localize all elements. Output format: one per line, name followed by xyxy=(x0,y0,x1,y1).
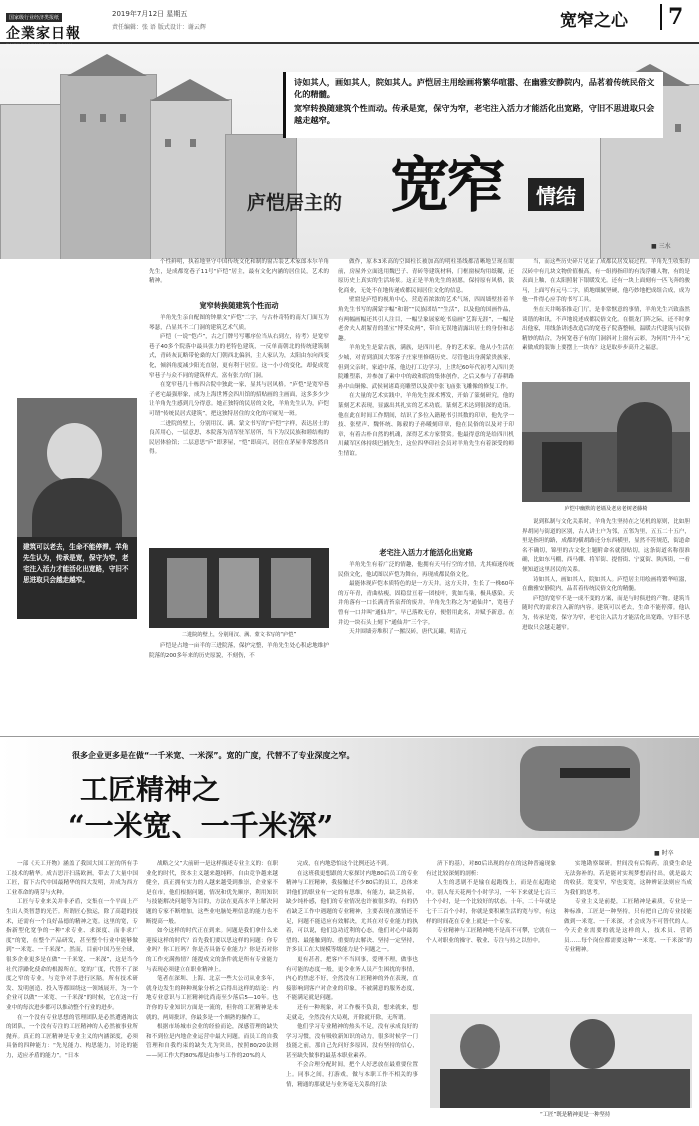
subheading: 老宅注入活力才能活化出宽路 xyxy=(379,548,473,557)
calligraphy-panel xyxy=(271,558,311,618)
byline: ■ 三水 xyxy=(651,243,671,250)
paragraph: 实地勘察课研。世间没有后悔药，浪费生命是无法弥补的。若是能对实现梦想而付出，就是最大的收获。宽变窄，窄也变宽，这种辨证法则应当成为我们的思考。 xyxy=(564,861,692,896)
courtyard-photo xyxy=(522,382,690,502)
hands-illustration xyxy=(520,746,640,831)
paragraph: 在大量的艺术实践中，羊角先生探术博发，开始了篆刻研究，他的篆刻艺术表现，显露出其扎实的艺术功底。篆刻艺术达到很深的造诣。他在此在时间工作期间，结识了多位入籍秘书引其数的印章，他先学一技、张壁声、魏怀统、陈毅的子孙曦刻印章，他在民俗的以及对于印章，有着古朴自然的机魂，深得艺术方家赞赏。他最得意的是给四川机川藏军区体持续巴捕先生，这位四华印社会员对羊角先生有着深受的师生情谊。 xyxy=(338,393,514,457)
illustration-window xyxy=(80,114,86,122)
craftsman-body xyxy=(550,1069,690,1108)
article-column xyxy=(426,860,556,1010)
story2-banner xyxy=(0,738,699,838)
paragraph: 笔者在深圳、上海、北京一些大公司从业多年，就身边发生的种种现象分析之后得出这样的结论：内地专业意识与工匠精神比尚南至少落后5—10年。也许你的专业知识方面是一流的，但你的工匠精神是未就的，两周批评，你最多是一个颇熟的操作工。 xyxy=(146,976,278,1021)
section-title: 宽窄之心 xyxy=(560,11,628,31)
illustration-window xyxy=(100,114,106,122)
paragraph: 人生的悲剧不是输在起跑线上，而是在起跑途中。别人每天花两个小时学习，一年下来就是七百三十个小时，是一个比较好的状态。十年，二十年就是七千三百个小时，你就是要积累生活的宽与窄，有这样的时间花在专业上就是一个专家。 xyxy=(426,880,556,925)
story2-headline-line1: 工匠精神之 xyxy=(80,773,221,806)
paragraph: 二进院的壁上，分别用汉、满、蒙文书写的“庐恺”字样，表达居士的良苦用心，一层意思，本院落为清军驻军居所，当下为汉民族和睦结构的民居体验馆；二层意思“庐”即茅屋，“恺”即高兴，居住在茅屋非常悠然自得。 xyxy=(149,420,329,456)
illustration-building xyxy=(150,99,232,259)
courtyard-tree xyxy=(617,402,672,492)
calligraphy-panel xyxy=(167,558,207,618)
paragraph: 一部《天工开物》涵盖了我国大国工匠的所有手工技术的精华。成吉思汗扫荡欧洲，带去了大量中国工匠，留下古代中国最精华的四大发明，并成为西方工业革命的萌芽与火种。 xyxy=(6,861,138,896)
article-column xyxy=(286,860,418,1122)
photo-caption: 二进院的壁上，分别用汉、满、蒙文书写的“庐恺” xyxy=(181,632,297,638)
paragraph: 庐恺的宽窄不是一成不变的方案，而是与时俱进的产物。建筑当随时代的需求注入新的内容。建筑可以老去，生命不能停滞。他认为，传承是宽，保守为窄，老宅注入活力才能活化出宽路，守旧不思进取只会越走越窄。 xyxy=(522,595,690,631)
paragraph: 坐在天井喝茶推走门厅，是非常惬意的事情，羊角先生兴致盎然谈谐的和讯，不声地说述成都民俗文化。在僵龙门阵之际，还不时拿出他家，用线条讲述改造后的宽巷子院落整顿，温暖古代建筑与民俗精妙的结合，为何宽巷子有的门洞斜对上窗有云彩，为何用“升斗”元素做成的装饰上要摆上一块布？这是取步步高升之福意。 xyxy=(522,306,690,352)
paragraph: 最能体现庐恺本质特色的是一方天井。这方天井，生长了一株60年的万年青，青曲枯瘦，固稳盘亘着一团枝叶，犹如鸟巢，极具感染。天井角落有一口长满青苔泉苔的废井，羊角先生称之为“通仙井”，宽巷子曾有一口井叫“通仙井”，早已落败无存，便借用此名，并赋予新意。在井边一块石头上刻下“通仙井”三个字。 xyxy=(338,581,514,626)
craftsman-head xyxy=(570,1019,615,1069)
headline-prefix: 庐恺居主的 xyxy=(247,192,343,214)
illustration-roof xyxy=(67,54,147,76)
page-number: 7 xyxy=(660,4,683,30)
logo-tagline: 国家级行业经济类报纸 xyxy=(6,13,62,22)
paragraph: 工匠与专业来关并非矛盾，交集在一个平面上产生出人类智慧的光芒。所谓匠心独运，除了高超的技术，还需有一个良好品德的精神之宽。这里的宽，专指新型化宽争的一种“求专业、求深度、而非求广度”的宽，在整个产品研发，甚至整个行业中能够做到“一米宽、一千米深”。然而，目前中国乃至全球，很多企业更多是在做“一千米宽、一米深”，这是当今社代浮躁化使命的根源所在，宽的广度，代替不了深度之窄的专业，与竞争对手进行区隔。所有技术研发、发明创造、投入等都围绕这一领域展开，为一个企业可以做“一米宽、一千米深”的时候，它在这一行业中的每次进步都可以推动整个行业的进步。 xyxy=(6,899,138,1011)
paragraph: 完成，在内地恐怕这个比例还达不到。 xyxy=(297,861,393,867)
paragraph: 庐恺是占地一亩半的三进院落，保护完整，羊角先生处心积虑地维护院落的200多年来的历史原貌，不刻伤，不 xyxy=(149,643,329,659)
byline: ■ 时卒 xyxy=(654,850,674,857)
paragraph: 根据市场城市会业的经验而论，深感管理的缺失和不到位是内地企业运营中最大问题。而员工的自我管理和自我约束的缺失尤为突出，按照80/20法则——同工作大约80%都是由参与工作的20%的人 xyxy=(146,1024,278,1059)
editor-credits: 责任编辑：张 语 版式设计：谢云辉 xyxy=(112,24,206,31)
paragraph: 专业主义是前提，工匠精神是素质，专业是一种标准，工匠是一种坚持，只有把自己的专业技能做到一米宽、一千米深，才会成为不可替代的人。今天企业需要的就是这样的人，技术员、营销员……每个岗位都需要这种“一米宽、一千米深”的专业精神。 xyxy=(564,899,692,954)
article-column xyxy=(338,258,514,538)
paragraph: 当，而这些历史碎片见证了成都民居发展过程。羊角先生收集的汉砖中有几块文物价值极高，有一组拇指印的有浅浮雕人物，有的是表面上釉，在太阳照射下银暖发光。还有一块上面刻有一匹飞奔的骏马，上面写有元马二字，质地细腻坚硬，他巧妙地把成组合成，成为他一件得心应手的书写工具。 xyxy=(522,259,690,304)
article-column xyxy=(6,860,138,1122)
calligraphy-photo xyxy=(149,548,329,628)
paragraph: 壁窟是庐恺的视角中心，营造着浓浓的艺术气场，四周墙壁挂着羊角先生书写的满蒙字幅“和谐”“民族团结”“生活”，以及他的国画作品，有两幅画幅还其引人注目，一幅呈象展家屹书扇画“艺海无涯”，一幅是老舍夫人胡絜青的墨宝“博采众两”，带自无误地清露出居士的身份和志趣。 xyxy=(338,297,514,342)
paragraph: 还有一种现象，对工作极不负责，想来就来，想走就走，全然没有大局观，开除就开除，无所谓。 xyxy=(286,1004,418,1021)
article-column xyxy=(338,561,514,663)
article-column xyxy=(522,258,690,382)
paragraph: 在一个没有专业思想的管理团队是必然遭遇淘汰的团队，一个没有专注的工匠精神的人必然被事业所抛弃。真正的工匠精神是专业主义的内涵深度，必须具备的四种能力：“先见能力、构思能力，讨论的能力，适应矛盾的能力”。“日本 xyxy=(6,1014,138,1059)
masthead xyxy=(0,0,699,44)
article-column xyxy=(146,860,278,1122)
illustration-window xyxy=(165,139,171,147)
portrait-head xyxy=(47,423,102,483)
paragraph: 战略之父”大前研一是这样描述专业主义的：在职业化的时代，资本主义越来越纯粹，自由竞争越来越健全，真正拥有实力的人越来越受到推崇，企业家不是在市，他们根据问题，情况和优先顺序，利用知识与技能解决问题等为目的，方法在更高水平上解决问题的专家不断增加，这些业电脑处理信息的能力也不断提高一般。 xyxy=(146,861,278,925)
craftsman-body xyxy=(440,1069,550,1108)
intro-line: 宽窄转换随建筑个性而动。传承是宽，保守为窄，老宅注入活力才能活化出宽路，守旧不思进取只会越走越窄。 xyxy=(294,103,655,125)
illustration-window xyxy=(675,124,681,132)
issue-date: 2019年7月12日 星期五 xyxy=(112,10,188,18)
subheading: 宽窄转换随建筑个性而动 xyxy=(199,301,279,310)
portrait-body xyxy=(32,478,122,538)
article-column xyxy=(522,518,690,664)
headline-suffix: 情结 xyxy=(528,178,584,211)
paragraph: 羊角先生有着广泛的情趣，他拥有天马行空的才情，尤其痴迷传统民俗文化，他试图以庐恺为舞台，再现成都民俗文化。 xyxy=(338,562,514,578)
story2-headline-line2: “一米宽、一千米深” xyxy=(68,809,334,838)
paragraph: 庐恺（一说“恺卢”，古之门牌号写哪序位当从右到左，待考）是宽窄巷子40多个院落中最具张力的老特色建筑，一反单南朝北的传统建筑制式，青砖灰瓦略带伦桑的大门朝西北偏斜，主人家认为，太阳由东向西变化，倾斜角度减少阳光直射，更有利于居室。这一小小的变化，却促成宽窄巷子与众不同的建筑样式，富有张力的门洞。 xyxy=(149,334,329,379)
paragraph: 不会合理分配时间，把个人好恶放在最重要位置上。同事之间，打游戏，做与本职工作不相关的事情，精通的那就是与业务毫无关系的打法 xyxy=(286,1062,418,1088)
paragraph: 诗如其人，画如其人，院如其人。庐恺居主用绘画将繁华喧嚣，在幽雅安静院内，品茗着传统民俗文化的精髓。 xyxy=(522,576,690,593)
illustration-roof xyxy=(150,79,230,101)
paragraph: 在宽窄巷几十栋四合院中独此一家，显其与居风格。“庐恺”是宽窄巷子老宅最强形象，成为上海世博会四川馆的招贴画的主画面，这多多少少让羊角先生感到几分得意。她正独特的民居的文化，羊角先生认为，庐恺可谓“传统民居式建筑”，把这独特居住的文化的可窥见一斑。 xyxy=(149,382,329,417)
illustration-window xyxy=(190,139,196,147)
intro-line: 诗如其人，画如其人，院如其人。庐恺居主用绘画将繁华喧嚣、在幽雅安静院内，品茗着传统民俗文化的精髓。 xyxy=(294,77,655,99)
section-divider xyxy=(0,736,699,737)
logo-title: 企業家日報 xyxy=(6,26,81,42)
craftsman-photo xyxy=(430,1014,692,1108)
paragraph: 做作，原本3米高的空圆柱长被加高的明柱墨线都清晰地呈现在眼前，房屋外立面选用魏巴子、青砖等建筑材料，门框窗棂均用纸糊，还原历史上真实的生活场景。这正是羊角先生的初愿，保持原有风格，淡化商业，无处不在地传递成都民间居住文化的信息。 xyxy=(338,259,514,294)
paragraph: 羊角先生是蒙古族，满族，是四川老，身的艺术家。他从小生活在少城，对青到滇国大邻客子庄家里修缮历史、尽管他出身满蒙贵族家，但到父亲时，家道中落，他边打工边学习，上世纪60年代初考入四川美院雕塑系，并参加了素中中的政和院的集体创作，之后又参与了春耕路孙中山铜像、武侯祠诸葛亮雕塑以及黄中张飞庙张飞雕像的修复工作。 xyxy=(338,345,514,390)
illustration-window xyxy=(120,114,126,122)
article-column xyxy=(564,860,692,1010)
paragraph: 专业精神与工匠精神绝不是高不可攀，它就在一个人对职业的操守、敬业、专注与持之以恒中。 xyxy=(426,928,556,944)
chisel-illustration xyxy=(560,768,630,778)
pull-quote: 建筑可以老去，生命不能停滞。羊角先生认为，传承是宽，保守为窄，老宅注入活力才能活化出宽路，守旧不思进取只会越走越窄。 xyxy=(17,537,137,619)
headline-main: 宽窄 xyxy=(390,151,502,221)
paragraph: 他们学习专业精神的热头不足，没有承成良好的学习习惯，没有吸收新知识的动力，很多时候学一门技能之前，那自己先问好多原因，没有坚持的信心，甚至缺失做事的最基本职业素养。 xyxy=(286,1024,418,1059)
paragraph: 如今这样的时代正在到来。问题是我们拿什么来迎接这样的时代？首先我们要以思这样的问题：你专业吗？你工匠吗？你是否具备专业能力？你是否对你的工作充满热情？能提成文的条件就是所有专业能力与表现必须建立在职业精神上。 xyxy=(146,928,278,973)
photo-caption: “工匠”既是精神更是一种坚持 xyxy=(540,1112,611,1118)
paragraph: 天井围墙旁堆积了一摞汉砖，唐代瓦罐，明清元 xyxy=(349,629,467,636)
newspaper-logo xyxy=(6,4,98,42)
paragraph: 说到私制与文化关系时，羊角先生坚持在之见机的原则，比如胆界胡同与街道的区别，古人讲土户为邻，五邻为里，五五二十五户，里是指坦的路，成都的横胡路还分东西横里，显然不符规范，街道命名不确切，锦里的古文化主题附命名就很贴切，这条街道名称很准确，比如东马棚，西马棚、将军街、提督街、宁夏街、陕西街，一看便知道这里居民的关系。 xyxy=(522,519,690,573)
article-column xyxy=(149,258,329,298)
calligraphy-panel xyxy=(219,558,259,618)
story-intro xyxy=(283,72,663,138)
paragraph: 个性鲜明，执着地坚守中国传统文化和制的窗古装艺术家郎本尔羊角先生，是成都宽巷子11号“庐恺”居主，最有文化内涵的居住民，艺术的精神。 xyxy=(149,259,329,285)
paragraph: 济下的基），对80后出现的存在的这种普遍现象有过比较深刻的剖析： xyxy=(426,861,556,877)
paragraph: 羊角先生亲自配图的钟鼎文“庐恺”二字，与古朴奇特的南大门面互为琴瑟，凸显其不二门洞的建筑艺术气质。 xyxy=(149,315,329,331)
portrait-photo xyxy=(17,398,137,538)
illustration-building xyxy=(60,74,157,259)
photo-caption: 庐恺中幽默的老墙及老房老树老藤椅 xyxy=(564,506,648,512)
craftsman-head xyxy=(460,1024,500,1069)
story2-lead: 很多企业更多是在做“一千米宽、一米深”。宽的广度，代替不了专业深度之窄。 xyxy=(72,751,355,760)
article-column xyxy=(149,314,329,546)
article-column xyxy=(149,642,329,662)
courtyard-chair xyxy=(542,442,582,492)
paragraph: 更有甚者，把客户不当回事，爱理不理，做事也有可能的态度一般，更令业务人员产生困扰的事情，内心的焦虑不好，全然没有工匠精神的外在表现，直接影响到客户对企业的印象，不被满意的服务态度，不能满足就是问题。 xyxy=(286,956,418,1002)
paragraph: 在这班我更想跟的大家探讨内地80后员工的专业精神与工匠精神，我接触过不少80后的员工，总体来讲他们的职业有一定的有思维，有能力，缺乏执着，缺少纯朴感，他们的专业情况也许被很多的，有的仍看缺乏工作中遇题的专业精神，主要表现在激情还不足，问题不能适应有效解决，尤其在对专业能力的执着，可以说，他们急功近利的心态，他们对心中最渴望的、最能触到的、重要的去解决、坚持一定坚持，许多员工在大规模等级能力是个问题之一。 xyxy=(286,870,418,954)
